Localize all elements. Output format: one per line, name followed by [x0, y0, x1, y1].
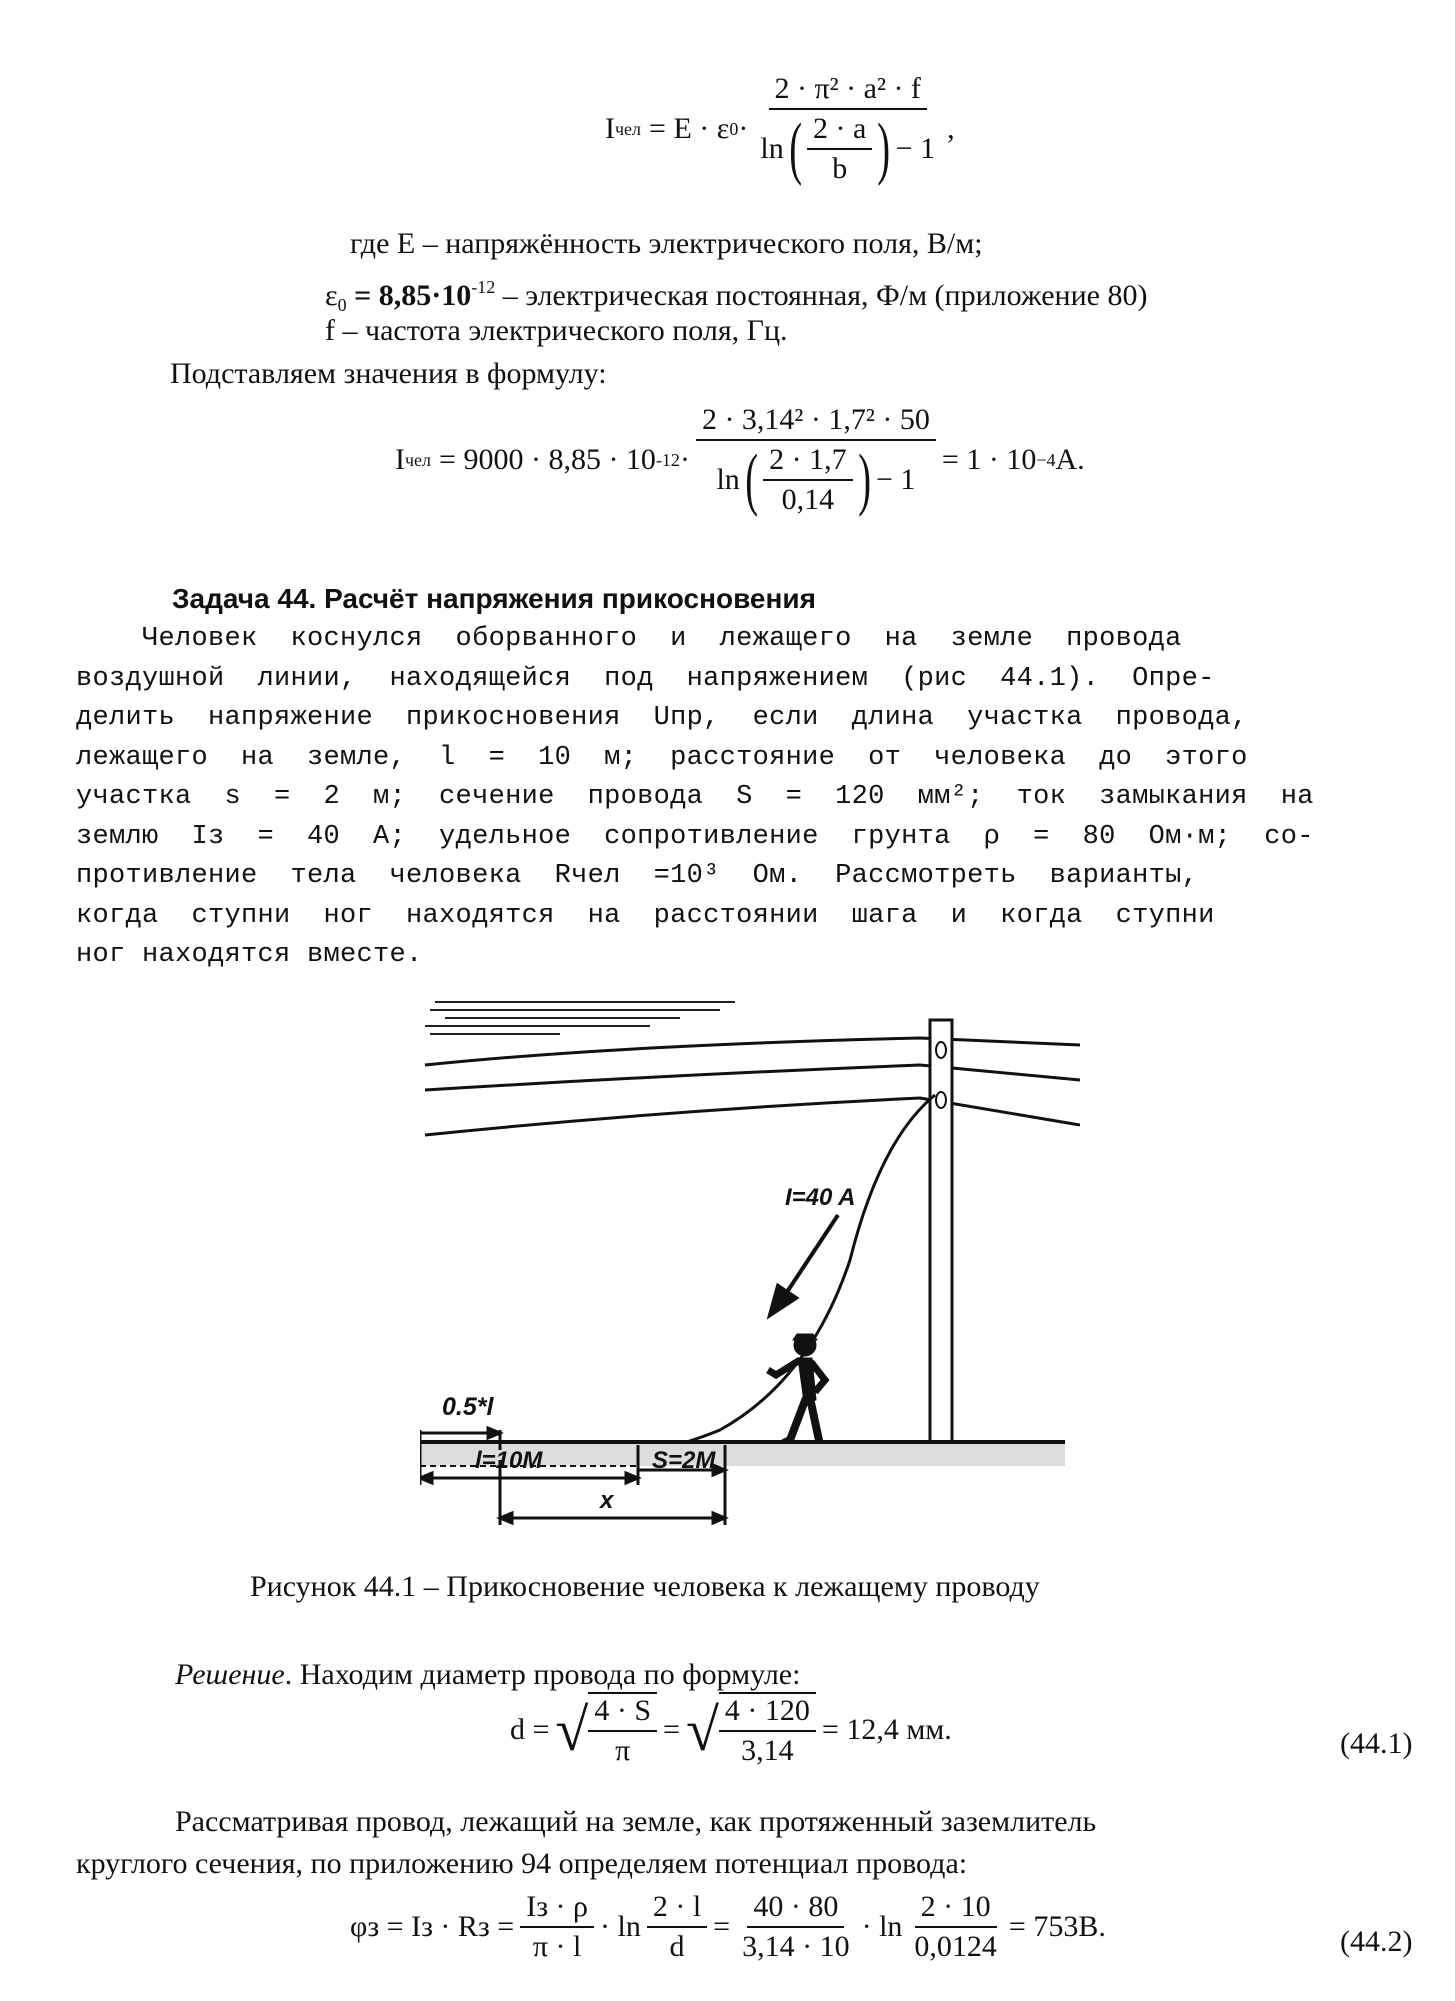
formula-2-unit: A.: [1055, 443, 1085, 476]
formula-2: I чел = 9000 · 8,85 · 10 -12 · 2 · 3,14² · 1,7² · 50 ln ( $\frac{2 \cdot 1,7}{0,14}$ ) − 1 = 1 · 10 −4 A.: [395, 403, 1085, 518]
equation-number-44-1: (44.1): [1340, 1727, 1413, 1760]
figure-caption: Рисунок 44.1 – Прикосновение человека к лежащему проводу: [250, 1570, 1040, 1603]
formula-1: I чел = E · ε 0 · 2 · π² · a² · f ln ( $\frac{2 \cdot a}{b}$ ) − 1 ,: [605, 72, 955, 187]
formula-2-inner-den: 0,14: [781, 483, 835, 516]
formula-2-denominator: ln ( $\frac{2 \cdot 1,7}{0,14}$ ) − 1: [716, 441, 916, 518]
eps-desc: – электрическая постоянная, Ф/м (приложение 80): [495, 279, 1148, 312]
f441-result: = 12,4 мм.: [821, 1713, 952, 1746]
f442-den3: 3,14 · 10: [742, 1930, 850, 1963]
task-line: участка s = 2 м; сечение провода S = 120 мм²; ток замыкания на: [76, 782, 1314, 812]
pole: [930, 1020, 952, 1445]
formula-2-inner-num: 2 · 1,7: [763, 443, 853, 481]
solution-label: Решение: [175, 1658, 285, 1691]
label-length: l=10M: [475, 1447, 543, 1474]
f441-den1: π: [615, 1734, 631, 1767]
f441-num1: 4 · S: [588, 1694, 657, 1732]
eps-sub: 0: [337, 295, 347, 315]
f441-eq: =: [663, 1713, 680, 1746]
formula-2-prefix: = 9000 · 8,85 · 10: [439, 443, 656, 476]
task-text: [76, 620, 1314, 976]
f441-den2: 3,14: [741, 1734, 794, 1767]
label-distance: S=2M: [652, 1447, 716, 1474]
formula-44-2: [350, 1890, 1106, 1964]
f442-eq: =: [713, 1910, 731, 1943]
formula-2-lhs: I: [395, 443, 405, 476]
f442-den1: π · l: [532, 1930, 582, 1963]
solution-text: . Находим диаметр провода по формуле:: [284, 1658, 801, 1691]
label-current: I=40 A: [785, 1184, 856, 1211]
figure-44-1: [420, 990, 1080, 1570]
fallen-wire: [645, 1095, 935, 1450]
formula-2-prefix-exp: -12: [655, 450, 680, 470]
definition-e: где E – напряжённость электрического поля, В/м;: [350, 227, 983, 260]
current-arrow: [770, 1215, 838, 1315]
formula-1-lhs: I: [605, 112, 615, 145]
f442-den4: 0,0124: [914, 1930, 997, 1963]
f442-lhs: φз = Iз · Rз =: [350, 1910, 515, 1943]
formula-1-ln: ln: [760, 132, 784, 165]
label-x: x: [600, 1487, 614, 1514]
task-line: когда ступни ног находятся на расстоянии шага и когда ступни: [76, 900, 1215, 931]
f441-lhs: d =: [510, 1713, 550, 1746]
formula-2-tail: − 1: [875, 463, 916, 496]
paragraph-line-1: Рассматривая провод, лежащий на земле, как протяженный заземлитель: [175, 1805, 1097, 1838]
formula-2-lhs-sub: чел: [405, 450, 432, 470]
formula-2-fraction: [696, 403, 936, 517]
task-line: воздушной линии, находящейся под напряжением (рис 44.1). Опре-: [76, 663, 1215, 694]
formula-1-prefix-sub: 0: [729, 119, 739, 139]
f442-ln2: · ln: [861, 1910, 903, 1943]
task-line: Человек коснулся оборванного и лежащего на земле провода: [76, 624, 1182, 654]
eps-value: = 8,85·10: [346, 279, 472, 312]
formula-2-numerator: 2 · 3,14² · 1,7² · 50: [696, 403, 936, 441]
formula-1-inner-den: b: [832, 152, 848, 185]
f442-result: = 753B.: [1008, 1910, 1106, 1943]
overhead-wires: [425, 1038, 1080, 1135]
f442-num2: 2 · l: [647, 1890, 707, 1928]
f442-den2: d: [669, 1930, 685, 1963]
paragraph-line-2: круглого сечения, по приложению 94 определяем потенциал провода:: [76, 1847, 968, 1880]
task-line: делить напряжение прикосновения Uпр, если длина участка провода,: [76, 703, 1248, 733]
equation-number-44-2: (44.2): [1340, 1925, 1413, 1958]
formula-2-ln: ln: [716, 463, 740, 496]
formula-1-prefix: = E · ε: [649, 112, 730, 145]
task-line: землю Iз = 40 А; удельное сопротивление грунта ρ = 80 Ом·м; со-: [76, 821, 1314, 852]
formula-1-lhs-sub: чел: [615, 119, 642, 139]
label-half-length: 0.5*l: [442, 1393, 494, 1421]
formula-1-inner-num: 2 · a: [807, 112, 872, 150]
formula-2-result: = 1 · 10: [941, 443, 1037, 476]
formula-44-1: d = √ $\frac{4 \cdot S}{\pi}$ = √ $\frac{4 \cdot 120}{3,14}$ = 12,4 мм.: [510, 1694, 952, 1767]
eps-exp: -12: [471, 277, 496, 297]
eps-symbol: ε: [325, 279, 338, 312]
task-line: ног находятся вместе.: [76, 940, 423, 970]
task-heading: Задача 44. Расчёт напряжения прикосновения: [172, 583, 816, 614]
task-line: противление тела человека Rчел =10³ Ом. Рассмотреть варианты,: [76, 861, 1199, 891]
formula-2-result-exp: −4: [1036, 450, 1056, 470]
formula-1-trail: ,: [947, 112, 955, 145]
task-line: лежащего на земле, l = 10 м; расстояние от человека до этого: [76, 742, 1248, 773]
formula-1-denominator: ln ( $\frac{2 \cdot a}{b}$ ) − 1: [760, 110, 936, 187]
f441-num2: 4 · 120: [719, 1694, 816, 1732]
f442-num4: 2 · 10: [915, 1890, 997, 1928]
sky-hatching: [425, 1002, 735, 1034]
person-silhouette: [768, 1334, 828, 1445]
f442-ln1: · ln: [600, 1910, 641, 1943]
formula-1-numerator: 2 · π² · a² · f: [769, 72, 927, 110]
substitute-label: Подставляем значения в формулу:: [170, 357, 607, 390]
f442-num3: 40 · 80: [747, 1890, 844, 1928]
solution-intro: [175, 1658, 800, 1692]
definition-f: f – частота электрического поля, Гц.: [325, 314, 788, 347]
formula-1-tail: − 1: [895, 132, 936, 165]
f442-num1: Iз · ρ: [520, 1890, 594, 1928]
formula-1-fraction: [754, 72, 941, 186]
